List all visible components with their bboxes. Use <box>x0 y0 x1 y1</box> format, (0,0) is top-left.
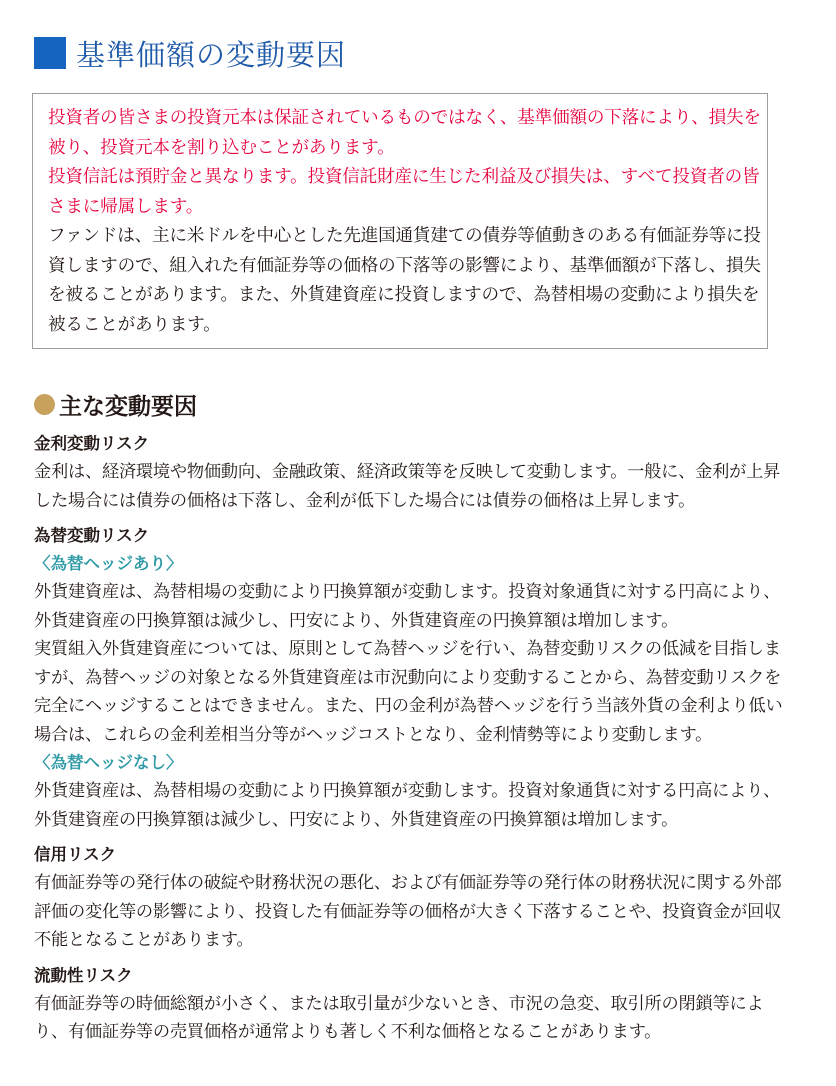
warning-deposit-text: 投資信託は預貯金と異なります。投資信託財産に生じた利益及び損失は、すべて投資者の皆さまに帰属します。 <box>48 167 760 217</box>
risk-fx <box>34 522 794 834</box>
page-title-row <box>34 30 346 76</box>
risk-interest-title: 金利変動リスク <box>34 434 150 453</box>
section-heading-row <box>34 386 197 422</box>
risk-liquidity <box>34 962 794 1047</box>
risk-interest <box>34 430 794 515</box>
warning-principal-text: 投資者の皆さまの投資元本は保証されているものではなく、基準価額の下落により、損失を被り、投資元本を割り込むことがあります。 <box>48 108 761 158</box>
risk-credit-title: 信用リスク <box>34 845 117 864</box>
fx-hedged-label: 〈為替ヘッジあり〉 <box>34 554 183 573</box>
risk-credit <box>34 841 794 955</box>
risk-list <box>34 430 794 1047</box>
fx-unhedged-body: 外貨建資産は、為替相場の変動により円換算額が変動します。投資対象通貨に対する円高により、外貨建資産の円換算額は減少し、円安により、外貨建資産の円換算額は増加します。 <box>34 781 781 830</box>
risk-credit-body: 有価証券等の発行体の破綻や財務状況の悪化、および有価証券等の発行体の財務状況に関する外部評価の変化等の影響により、投資した有価証券等の価格が大きく下落することや、投資資金が回収不能となることがあります。 <box>34 873 782 950</box>
risk-fx-title: 為替変動リスク <box>34 526 150 545</box>
section-heading: 主な変動要因 <box>59 393 197 420</box>
fx-unhedged-label: 〈為替ヘッジなし〉 <box>34 753 183 772</box>
bullet-dot-icon <box>34 394 55 415</box>
risk-liquidity-title: 流動性リスク <box>34 965 133 985</box>
fx-hedged-body-1: 外貨建資産は、為替相場の変動により円換算額が変動します。投資対象通貨に対する円高により、外貨建資産の円換算額は減少し、円安により、外貨建資産の円換算額は増加します。 <box>34 582 781 631</box>
fx-hedged-body-2: 実質組入外貨建資産については、原則として為替ヘッジを行い、為替変動リスクの低減を目指しますが、為替ヘッジの対象となる外貨建資産は市況動向により変動することから、為替変動リスクを完全にヘッジすることはできません。また、円の金利が為替ヘッジを行う当該外貨の金利より低い場合は、これらの金利差相当分等がヘッジコストとなり、金利情勢等により変動します。 <box>34 639 783 745</box>
risk-liquidity-body: 有価証券等の時価総額が小さく、または取引量が少ないとき、市況の急変、取引所の閉鎖等により、有価証券等の売買価格が通常よりも著しく不利な価格となることがあります。 <box>34 993 764 1042</box>
page-title: 基準価額の変動要因 <box>76 37 347 72</box>
warning-fund-text: ファンドは、主に米ドルを中心とした先進国通貨建ての債券等値動きのある有価証券等に投資しますので、組入れた有価証券等の価格の下落等の影響により、基準価額が下落し、損失を被ることがあります。また、外貨建資産に投資しますので、為替相場の変動により損失を被ることがあります。 <box>48 226 761 335</box>
warning-box <box>32 93 768 349</box>
title-square-icon <box>34 37 66 69</box>
risk-interest-body: 金利は、経済環境や物価動向、金融政策、経済政策等を反映して変動します。一般に、金利が上昇した場合には債券の価格は下落し、金利が低下した場合には債券の価格は上昇します。 <box>34 462 781 511</box>
